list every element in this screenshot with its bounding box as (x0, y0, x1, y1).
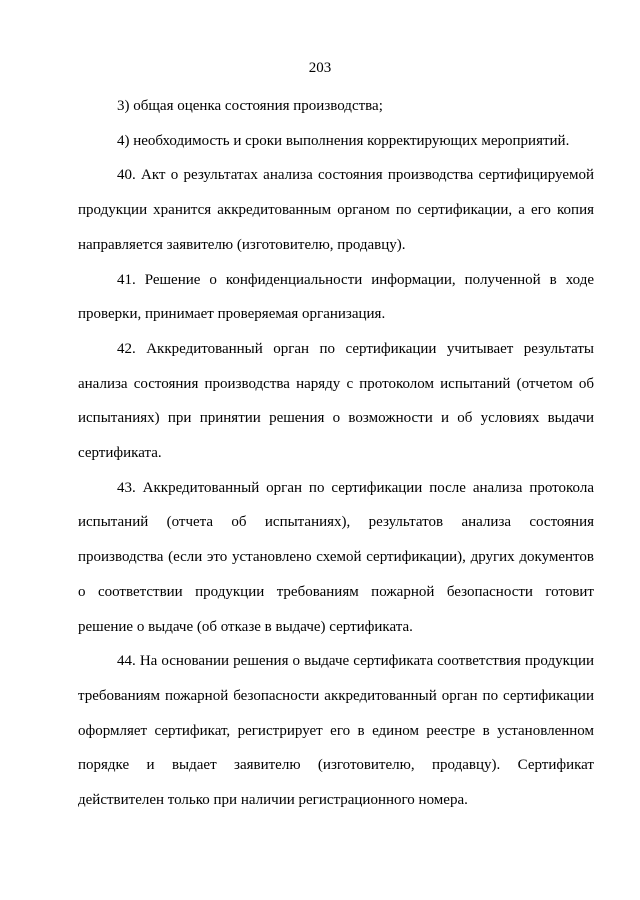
paragraph-44: 44. На основании решения о выдаче сертификата соответствия продукции требованиям пожарной безопасности аккредитованный орган по сертификации оформляет сертификат, регистрирует его в едином реестре в установленном порядке и выдает заявителю (изготовителю, продавцу). Сертификат действителен только при наличии регистрационного номера. (78, 653, 594, 809)
paragraph-item-4: 4) необходимость и сроки выполнения корректирующих мероприятий. (117, 132, 570, 149)
paragraph-item-3: 3) общая оценка состояния производства; (117, 98, 383, 114)
paragraph-40: 40. Акт о результатах анализа состояния производства сертифицируемой продукции хранится аккредитованным органом по сертификации, а его копия направляется заявителю (изготовителю, продавцу). (78, 167, 594, 253)
paragraph-43: 43. Аккредитованный орган по сертификации после анализа протокола испытаний (отчета об испытаниях), результатов анализа состояния производства (если это установлено схемой сертификации), других документов о соответствии продукции требованиям пожарной безопасности готовит решение о выдаче (об отказе в выдаче) сертификата. (78, 479, 594, 635)
paragraph-41: 41. Решение о конфиденциальности информации, полученной в ходе проверки, принимает проверяемая организация. (78, 271, 594, 323)
document-body (78, 89, 594, 818)
paragraph-42: 42. Аккредитованный орган по сертификации учитывает результаты анализа состояния производства наряду с протоколом испытаний (отчетом об испытаниях) при принятии решения о возможности и об условиях выдачи сертификата. (78, 340, 594, 462)
page-number: 203 (308, 60, 332, 76)
